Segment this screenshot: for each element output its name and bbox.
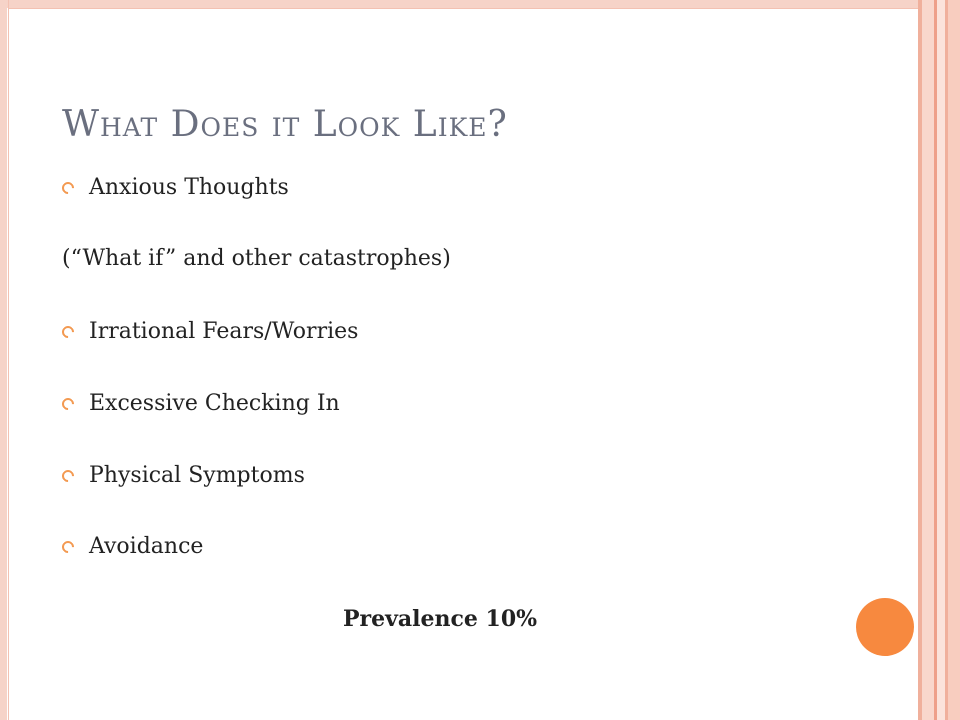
bullet-text: Anxious Thoughts [89, 175, 289, 200]
bullet-text: Avoidance [89, 534, 204, 559]
right-decorative-stripes [918, 0, 960, 720]
bullet-text: Excessive Checking In [89, 391, 340, 416]
prevalence-statistic: Prevalence 10% [342, 606, 538, 632]
bullet-text: Irrational Fears/Worries [89, 319, 359, 344]
bullet-icon [60, 324, 77, 341]
bullet-icon [60, 396, 77, 413]
bullet-text: Physical Symptoms [89, 463, 305, 488]
stripe [948, 0, 960, 720]
bullet-icon [60, 468, 77, 485]
stripe [922, 0, 934, 720]
bullet-icon [60, 539, 77, 556]
sub-item-text: (“What if” and other catastrophes) [62, 246, 451, 271]
slide-title: What Does it Look Like? [62, 104, 508, 145]
stripe [937, 0, 945, 720]
bullet-icon [60, 180, 77, 197]
